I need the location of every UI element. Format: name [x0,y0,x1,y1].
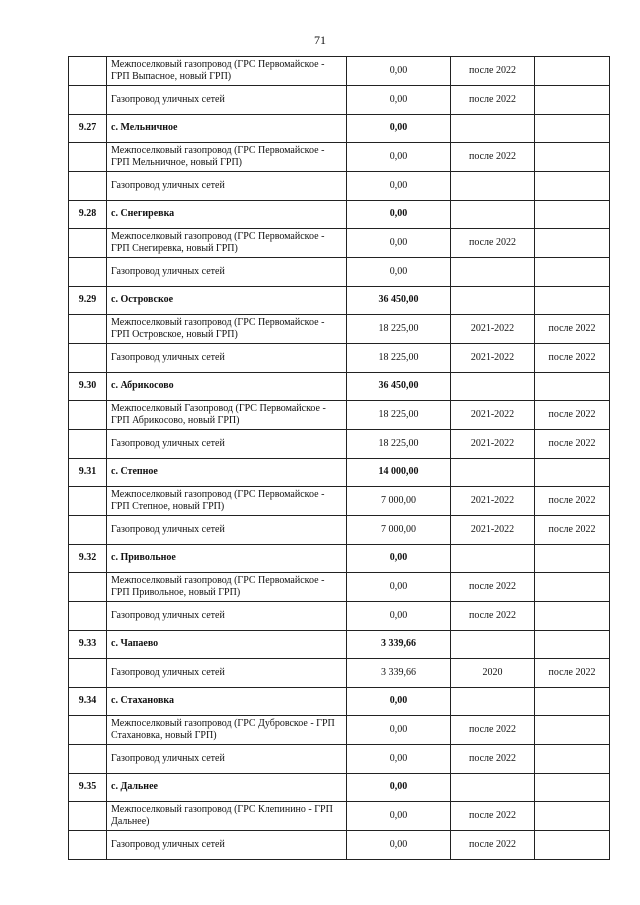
row-number [69,602,107,631]
row-name: Газопровод уличных сетей [107,344,347,373]
row-amount: 0,00 [347,115,451,143]
row-number [69,315,107,344]
row-name: Межпоселковый газопровод (ГРС Дубровское - ГРП Стахановка, новый ГРП) [107,716,347,745]
row-name: с. Степное [107,459,347,487]
row-amount: 18 225,00 [347,315,451,344]
row-number: 9.34 [69,688,107,716]
row-period [451,258,535,287]
row-period: после 2022 [451,716,535,745]
row-amount: 14 000,00 [347,459,451,487]
pipeline-row [69,315,610,344]
pipeline-row [69,602,610,631]
row-period [451,545,535,573]
pipeline-row [69,659,610,688]
row-period-extra: после 2022 [535,659,610,688]
row-number [69,401,107,430]
row-period-extra: после 2022 [535,430,610,459]
row-name: Газопровод уличных сетей [107,516,347,545]
row-period: 2021-2022 [451,344,535,373]
pipeline-row [69,143,610,172]
row-amount: 0,00 [347,545,451,573]
settlement-row [69,459,610,487]
row-period: 2021-2022 [451,430,535,459]
row-period: после 2022 [451,602,535,631]
row-amount: 18 225,00 [347,430,451,459]
row-period: 2021-2022 [451,401,535,430]
settlement-row [69,201,610,229]
row-period-extra [535,716,610,745]
pipeline-row [69,258,610,287]
settlement-row [69,373,610,401]
row-amount: 18 225,00 [347,344,451,373]
row-period-extra: после 2022 [535,315,610,344]
pipeline-row [69,487,610,516]
row-period [451,459,535,487]
row-amount: 0,00 [347,86,451,115]
row-name: Межпоселковый газопровод (ГРС Клепинино - ГРП Дальнее) [107,802,347,831]
row-name: Газопровод уличных сетей [107,602,347,631]
row-period-extra [535,115,610,143]
row-amount: 0,00 [347,229,451,258]
pipeline-row [69,86,610,115]
row-amount: 0,00 [347,258,451,287]
row-amount: 0,00 [347,774,451,802]
row-number [69,802,107,831]
row-period-extra [535,631,610,659]
settlement-row [69,545,610,573]
row-amount: 0,00 [347,573,451,602]
pipeline-row [69,831,610,860]
pipeline-row [69,172,610,201]
gas-pipeline-table [68,56,610,860]
row-amount: 3 339,66 [347,659,451,688]
row-name: Межпоселковый газопровод (ГРС Первомайское - ГРП Выпасное, новый ГРП) [107,57,347,86]
settlement-row [69,631,610,659]
row-period: после 2022 [451,745,535,774]
row-amount: 36 450,00 [347,373,451,401]
row-period-extra: после 2022 [535,401,610,430]
row-number [69,430,107,459]
row-number [69,143,107,172]
row-period: после 2022 [451,57,535,86]
row-number: 9.31 [69,459,107,487]
row-period: после 2022 [451,802,535,831]
row-period-extra [535,287,610,315]
row-period: после 2022 [451,143,535,172]
settlement-row [69,774,610,802]
row-amount: 0,00 [347,143,451,172]
row-amount: 18 225,00 [347,401,451,430]
pipeline-row [69,229,610,258]
row-number: 9.27 [69,115,107,143]
row-amount: 3 339,66 [347,631,451,659]
row-name: Газопровод уличных сетей [107,745,347,774]
row-number [69,716,107,745]
settlement-row [69,688,610,716]
row-amount: 36 450,00 [347,287,451,315]
pipeline-row [69,745,610,774]
row-period: 2021-2022 [451,487,535,516]
row-period: после 2022 [451,86,535,115]
row-name: с. Островское [107,287,347,315]
row-period-extra [535,745,610,774]
row-number [69,86,107,115]
row-period [451,688,535,716]
row-period-extra [535,229,610,258]
row-name: с. Стахановка [107,688,347,716]
row-number [69,229,107,258]
row-period [451,115,535,143]
row-period [451,201,535,229]
row-period-extra [535,459,610,487]
row-period: после 2022 [451,229,535,258]
row-name: Газопровод уличных сетей [107,659,347,688]
row-period-extra [535,688,610,716]
row-name: с. Чапаево [107,631,347,659]
page-number: 71 [314,33,326,47]
row-number [69,516,107,545]
row-name: с. Снегиревка [107,201,347,229]
row-name: с. Мельничное [107,115,347,143]
row-name: Газопровод уличных сетей [107,86,347,115]
row-number [69,172,107,201]
row-period-extra: после 2022 [535,344,610,373]
row-period-extra [535,774,610,802]
pipeline-row [69,516,610,545]
settlement-row [69,115,610,143]
row-period [451,373,535,401]
row-name: Газопровод уличных сетей [107,172,347,201]
row-number: 9.30 [69,373,107,401]
row-amount: 0,00 [347,831,451,860]
pipeline-row [69,57,610,86]
row-period [451,287,535,315]
row-name: с. Привольное [107,545,347,573]
row-name: с. Абрикосово [107,373,347,401]
row-number: 9.35 [69,774,107,802]
row-name: Межпоселковый газопровод (ГРС Первомайское - ГРП Островское, новый ГРП) [107,315,347,344]
row-period: 2021-2022 [451,315,535,344]
pipeline-row [69,573,610,602]
row-name: Межпоселковый газопровод (ГРС Первомайское - ГРП Степное, новый ГРП) [107,487,347,516]
row-number [69,745,107,774]
row-period: после 2022 [451,573,535,602]
pipeline-row [69,716,610,745]
row-period-extra [535,201,610,229]
row-number: 9.29 [69,287,107,315]
row-name: Межпоселковый газопровод (ГРС Первомайское - ГРП Снегиревка, новый ГРП) [107,229,347,258]
row-amount: 0,00 [347,172,451,201]
row-number: 9.33 [69,631,107,659]
row-period-extra [535,373,610,401]
row-amount: 0,00 [347,602,451,631]
row-name: с. Дальнее [107,774,347,802]
row-period-extra: после 2022 [535,487,610,516]
row-period-extra [535,802,610,831]
row-amount: 0,00 [347,745,451,774]
row-period-extra [535,143,610,172]
row-name: Межпоселковый газопровод (ГРС Первомайское - ГРП Мельничное, новый ГРП) [107,143,347,172]
row-period-extra [535,573,610,602]
row-number: 9.32 [69,545,107,573]
row-name: Межпоселковый газопровод (ГРС Первомайское - ГРП Привольное, новый ГРП) [107,573,347,602]
row-number [69,487,107,516]
row-period: после 2022 [451,831,535,860]
row-number [69,573,107,602]
row-period-extra [535,172,610,201]
row-amount: 0,00 [347,688,451,716]
row-period: 2020 [451,659,535,688]
row-amount: 0,00 [347,201,451,229]
row-period-extra [535,57,610,86]
row-amount: 0,00 [347,802,451,831]
pipeline-row [69,344,610,373]
row-period: 2021-2022 [451,516,535,545]
row-name: Межпоселковый Газопровод (ГРС Первомайское - ГРП Абрикосово, новый ГРП) [107,401,347,430]
row-amount: 7 000,00 [347,487,451,516]
row-period-extra [535,86,610,115]
row-period-extra [535,258,610,287]
row-amount: 7 000,00 [347,516,451,545]
row-number [69,344,107,373]
row-period-extra [535,831,610,860]
settlement-row [69,287,610,315]
row-number [69,831,107,860]
row-number [69,659,107,688]
row-name: Газопровод уличных сетей [107,258,347,287]
row-period [451,774,535,802]
row-amount: 0,00 [347,57,451,86]
row-period-extra [535,545,610,573]
row-period [451,172,535,201]
row-number [69,258,107,287]
row-number [69,57,107,86]
pipeline-row [69,802,610,831]
row-period-extra [535,602,610,631]
row-period [451,631,535,659]
row-amount: 0,00 [347,716,451,745]
row-period-extra: после 2022 [535,516,610,545]
row-name: Газопровод уличных сетей [107,831,347,860]
row-number: 9.28 [69,201,107,229]
pipeline-row [69,430,610,459]
row-name: Газопровод уличных сетей [107,430,347,459]
pipeline-row [69,401,610,430]
